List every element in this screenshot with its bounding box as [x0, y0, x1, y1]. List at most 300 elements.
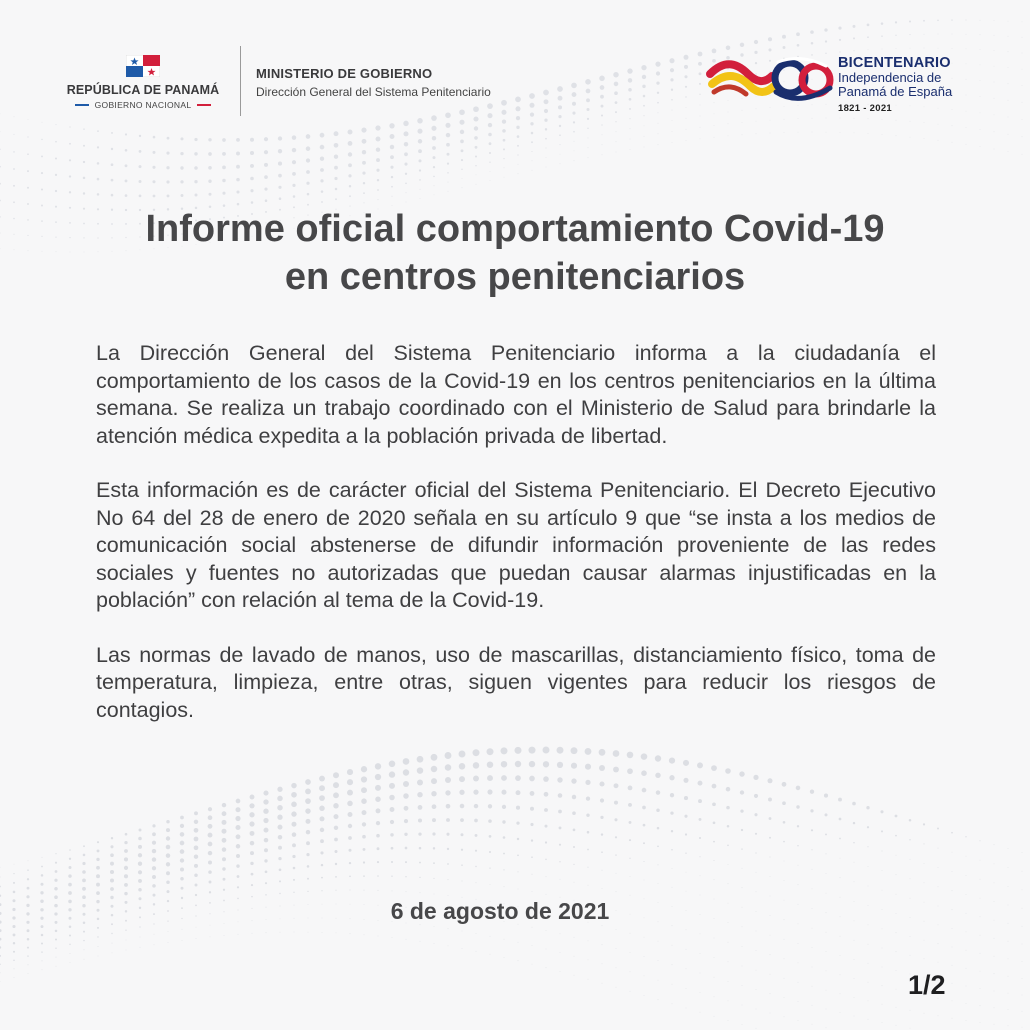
background-dot — [84, 959, 85, 960]
background-dot — [152, 841, 156, 845]
background-dot — [546, 157, 547, 158]
background-dot — [445, 752, 452, 759]
background-dot — [515, 775, 521, 781]
background-dot — [152, 884, 156, 888]
background-dot — [546, 876, 547, 877]
background-dot — [319, 795, 325, 801]
background-dot — [686, 988, 687, 989]
background-dot — [502, 805, 506, 809]
background-dot — [334, 177, 337, 180]
background-dot — [980, 988, 981, 989]
background-dot — [347, 769, 353, 775]
background-dot — [460, 804, 465, 809]
background-dot — [756, 970, 757, 971]
background-dot — [140, 937, 141, 938]
background-dot — [363, 861, 365, 863]
background-dot — [112, 953, 113, 954]
background-dot — [966, 950, 967, 951]
background-dot — [249, 812, 254, 817]
background-dot — [459, 776, 465, 782]
background-dot — [868, 963, 869, 964]
background-dot — [518, 960, 519, 961]
background-dot — [362, 139, 367, 144]
background-dot — [742, 1024, 743, 1025]
background-dot — [278, 835, 283, 840]
background-dot — [1008, 886, 1009, 887]
background-dot — [306, 853, 309, 856]
background-dot — [796, 786, 801, 791]
background-dot — [375, 796, 381, 802]
background-dot — [882, 1022, 883, 1023]
background-dot — [545, 825, 548, 828]
background-dot — [966, 968, 967, 969]
background-dot — [728, 1020, 729, 1021]
background-dot — [895, 815, 898, 818]
background-dot — [208, 166, 212, 170]
background-dot — [139, 926, 140, 927]
background-dot — [320, 133, 325, 138]
background-dot — [1008, 959, 1009, 960]
background-dot — [82, 870, 86, 874]
background-dot — [166, 862, 170, 866]
background-dot — [320, 145, 325, 150]
background-dot — [305, 798, 311, 804]
background-dot — [223, 878, 226, 881]
background-dot — [222, 838, 227, 843]
background-dot — [277, 796, 283, 802]
background-dot — [154, 944, 155, 945]
background-dot — [349, 849, 352, 852]
background-dot — [55, 141, 57, 143]
background-dot — [391, 176, 393, 178]
background-dot — [168, 931, 169, 932]
background-dot — [686, 891, 687, 892]
background-dot — [784, 880, 785, 881]
background-dot — [462, 187, 463, 188]
background-dot — [601, 833, 603, 835]
background-dot — [896, 855, 897, 856]
background-dot — [41, 866, 43, 868]
background-dot — [1008, 151, 1009, 152]
background-dot — [278, 186, 281, 189]
background-dot — [98, 946, 99, 947]
background-dot — [167, 137, 170, 140]
background-dot — [826, 873, 827, 874]
background-dot — [448, 191, 449, 192]
background-dot — [784, 958, 785, 959]
background-dot — [125, 133, 127, 135]
background-dot — [264, 838, 269, 843]
background-dot — [152, 166, 155, 169]
background-dot — [503, 869, 504, 870]
background-dot — [768, 798, 772, 802]
background-dot — [769, 817, 772, 820]
background-dot — [1022, 136, 1023, 137]
background-dot — [559, 861, 560, 862]
background-dot — [530, 807, 534, 811]
background-dot — [600, 798, 604, 802]
background-dot — [770, 876, 771, 877]
background-dot — [1022, 154, 1023, 155]
background-dot — [840, 993, 841, 994]
background-dot — [896, 989, 897, 990]
background-dot — [489, 152, 491, 154]
background-dot — [55, 157, 57, 159]
background-dot — [686, 872, 687, 873]
background-dot — [68, 883, 72, 887]
background-dot — [700, 934, 701, 935]
background-dot — [910, 1010, 911, 1011]
background-dot — [333, 772, 339, 778]
background-dot — [152, 180, 155, 183]
background-dot — [307, 878, 309, 880]
background-dot — [532, 945, 533, 946]
background-dot — [377, 847, 380, 850]
background-dot — [840, 132, 841, 133]
background-dot — [265, 199, 268, 202]
background-dot — [433, 862, 435, 864]
background-dot — [112, 943, 113, 944]
background-dot — [700, 139, 701, 140]
background-dot — [854, 978, 855, 979]
background-dot — [166, 820, 169, 823]
background-dot — [461, 833, 464, 836]
background-dot — [420, 198, 421, 199]
background-dot — [152, 849, 156, 853]
background-dot — [672, 964, 673, 965]
background-dot — [265, 870, 268, 873]
background-dot — [320, 851, 323, 854]
background-dot — [924, 958, 925, 959]
background-dot — [334, 131, 339, 136]
background-dot — [432, 818, 436, 822]
background-dot — [252, 933, 253, 934]
background-dot — [126, 940, 127, 941]
background-dot — [571, 778, 576, 783]
background-dot — [910, 936, 911, 937]
background-dot — [166, 836, 170, 840]
background-dot — [140, 947, 141, 948]
background-dot — [474, 819, 478, 823]
background-dot — [614, 783, 619, 788]
background-dot — [616, 891, 617, 892]
background-dot — [27, 219, 29, 221]
background-dot — [770, 857, 771, 858]
background-dot — [194, 166, 198, 170]
background-dot — [377, 189, 379, 191]
background-dot — [27, 938, 30, 941]
background-dot — [882, 851, 883, 852]
background-dot — [291, 811, 296, 816]
background-dot — [672, 887, 673, 888]
background-dot — [938, 140, 939, 141]
background-dot — [714, 860, 715, 861]
background-dot — [910, 1028, 911, 1029]
ministry-block — [256, 66, 491, 99]
background-dot — [839, 818, 842, 821]
background-dot — [840, 858, 841, 859]
background-dot — [237, 875, 240, 878]
background-dot — [138, 870, 142, 874]
background-dot — [238, 934, 239, 935]
background-dot — [683, 778, 688, 783]
paragraph-2: Esta información es de carácter oficial del Sistema Penitenciario. El Decreto Ejecutivo No 64 del 28 de enero de 2020 señala en su artículo 9 que “se insta a los medios de comunicación social abstenerse de difundir información proveniente de las redes sociales y fuentes no autorizadas que puedan causar alarmas injustificadas en la población” con relación al tema de la Covid-19. — [96, 478, 936, 612]
background-dot — [882, 890, 883, 891]
background-dot — [826, 932, 827, 933]
background-dot — [798, 132, 799, 133]
background-dot — [363, 875, 365, 877]
background-dot — [839, 838, 841, 840]
background-dot — [516, 821, 519, 824]
background-dot — [417, 756, 424, 763]
background-dot — [448, 928, 449, 929]
background-dot — [68, 874, 71, 877]
background-dot — [124, 849, 128, 853]
background-dot — [0, 183, 1, 185]
background-dot — [672, 1003, 673, 1004]
background-dot — [208, 180, 211, 183]
background-dot — [712, 784, 717, 789]
background-dot — [448, 946, 449, 947]
background-dot — [417, 779, 423, 785]
background-dot — [503, 148, 505, 150]
background-dot — [347, 129, 352, 134]
background-dot — [348, 812, 353, 817]
background-dot — [264, 137, 268, 141]
background-dot — [208, 851, 212, 855]
background-dot — [685, 833, 687, 835]
background-dot — [476, 933, 477, 934]
background-dot — [235, 816, 240, 821]
background-dot — [896, 1025, 897, 1026]
background-dot — [530, 823, 533, 826]
background-dot — [755, 852, 756, 853]
background-dot — [784, 1016, 785, 1017]
background-dot — [657, 845, 659, 847]
background-dot — [391, 847, 394, 850]
background-dot — [461, 864, 463, 866]
background-dot — [784, 978, 785, 979]
background-dot — [461, 159, 463, 161]
background-dot — [826, 951, 827, 952]
background-dot — [698, 781, 703, 786]
background-dot — [952, 983, 953, 984]
background-dot — [432, 136, 436, 140]
background-dot — [431, 754, 438, 761]
background-dot — [124, 866, 128, 870]
background-dot — [798, 963, 799, 964]
background-dot — [896, 135, 897, 136]
background-dot — [13, 151, 15, 153]
background-dot — [574, 975, 575, 976]
background-dot — [854, 997, 855, 998]
background-dot — [13, 942, 15, 944]
background-dot — [168, 942, 169, 943]
background-dot — [854, 959, 855, 960]
background-dot — [69, 849, 71, 851]
background-dot — [264, 859, 267, 862]
background-dot — [826, 1027, 827, 1028]
background-dot — [236, 138, 240, 142]
background-dot — [320, 839, 324, 843]
background-dot — [980, 1005, 981, 1006]
background-dot — [278, 857, 281, 860]
background-dot — [419, 179, 421, 181]
background-dot — [462, 948, 463, 949]
background-dot — [966, 856, 967, 857]
background-dot — [880, 810, 883, 813]
background-dot — [952, 965, 953, 966]
background-dot — [195, 194, 198, 197]
background-dot — [588, 885, 589, 886]
background-dot — [321, 190, 324, 193]
background-dot — [375, 763, 381, 769]
background-dot — [194, 854, 198, 858]
header-divider — [240, 46, 241, 116]
background-dot — [938, 848, 939, 849]
background-dot — [97, 841, 99, 843]
background-dot — [588, 979, 589, 980]
background-dot — [924, 882, 925, 883]
background-dot — [279, 197, 282, 200]
background-dot — [362, 822, 366, 826]
background-dot — [305, 819, 310, 824]
background-dot — [110, 845, 113, 848]
background-dot — [377, 875, 379, 877]
background-dot — [208, 833, 213, 838]
background-dot — [532, 874, 533, 875]
background-dot — [406, 891, 407, 892]
background-dot — [572, 811, 576, 815]
background-dot — [728, 961, 729, 962]
background-dot — [543, 776, 549, 782]
background-dot — [278, 136, 282, 140]
background-dot — [810, 790, 814, 794]
bicentenario-years: 1821 - 2021 — [838, 103, 893, 114]
background-dot — [363, 182, 365, 184]
background-dot — [739, 771, 744, 776]
background-dot — [264, 150, 268, 154]
background-dot — [560, 154, 561, 155]
background-dot — [812, 1005, 813, 1006]
background-dot — [222, 811, 227, 816]
background-dot — [445, 790, 450, 795]
background-dot — [306, 830, 311, 835]
background-dot — [208, 193, 211, 196]
background-dot — [756, 891, 757, 892]
background-dot — [221, 820, 226, 825]
background-dot — [532, 160, 533, 161]
background-dot — [42, 251, 43, 252]
background-dot — [1022, 1027, 1023, 1028]
background-dot — [404, 806, 409, 811]
background-dot — [277, 815, 282, 820]
background-dot — [994, 131, 995, 132]
background-dot — [278, 162, 282, 166]
background-dot — [264, 188, 267, 191]
background-dot — [27, 170, 29, 172]
background-dot — [728, 883, 729, 884]
background-dot — [854, 862, 855, 863]
background-dot — [376, 169, 379, 172]
background-dot — [670, 811, 673, 814]
background-dot — [124, 857, 128, 861]
background-dot — [390, 166, 393, 169]
background-dot — [994, 1007, 995, 1008]
background-dot — [392, 890, 393, 891]
background-dot — [166, 166, 169, 169]
background-dot — [616, 873, 617, 874]
background-dot — [292, 135, 297, 140]
background-dot — [531, 132, 534, 135]
background-dot — [390, 833, 393, 836]
background-dot — [13, 959, 15, 961]
background-dot — [966, 894, 967, 895]
background-dot — [644, 976, 645, 977]
background-dot — [166, 853, 171, 858]
background-dot — [460, 818, 464, 822]
background-dot — [97, 927, 99, 929]
background-dot — [432, 832, 435, 835]
background-dot — [434, 943, 435, 944]
background-dot — [391, 186, 393, 188]
background-dot — [97, 162, 100, 165]
background-dot — [798, 865, 799, 866]
background-dot — [840, 955, 841, 956]
background-dot — [727, 845, 729, 847]
background-dot — [616, 152, 617, 153]
background-dot — [405, 182, 407, 184]
background-dot — [895, 835, 897, 837]
background-dot — [194, 837, 199, 842]
background-dot — [602, 154, 603, 155]
background-dot — [825, 813, 828, 816]
background-dot — [41, 925, 44, 928]
background-dot — [896, 951, 897, 952]
background-dot — [1022, 1011, 1023, 1012]
background-dot — [462, 881, 463, 882]
background-dot — [474, 804, 478, 808]
background-dot — [616, 948, 617, 949]
background-dot — [405, 173, 407, 175]
background-dot — [335, 198, 337, 200]
background-dot — [882, 870, 883, 871]
background-dot — [319, 785, 325, 791]
background-dot — [82, 862, 85, 865]
background-dot — [602, 870, 603, 871]
background-dot — [195, 894, 197, 896]
background-dot — [602, 983, 603, 984]
background-dot — [223, 889, 225, 891]
background-dot — [27, 947, 29, 949]
background-dot — [250, 851, 254, 855]
background-dot — [152, 824, 155, 827]
background-dot — [630, 991, 631, 992]
background-dot — [347, 779, 353, 785]
background-dot — [924, 138, 925, 139]
background-dot — [166, 180, 169, 183]
background-dot — [909, 839, 910, 840]
background-dot — [994, 938, 995, 939]
background-dot — [14, 977, 15, 978]
background-dot — [434, 185, 435, 186]
background-dot — [557, 762, 563, 768]
background-dot — [938, 943, 939, 944]
background-dot — [431, 766, 438, 773]
background-dot — [602, 888, 603, 889]
background-dot — [489, 162, 490, 163]
background-dot — [615, 854, 616, 855]
